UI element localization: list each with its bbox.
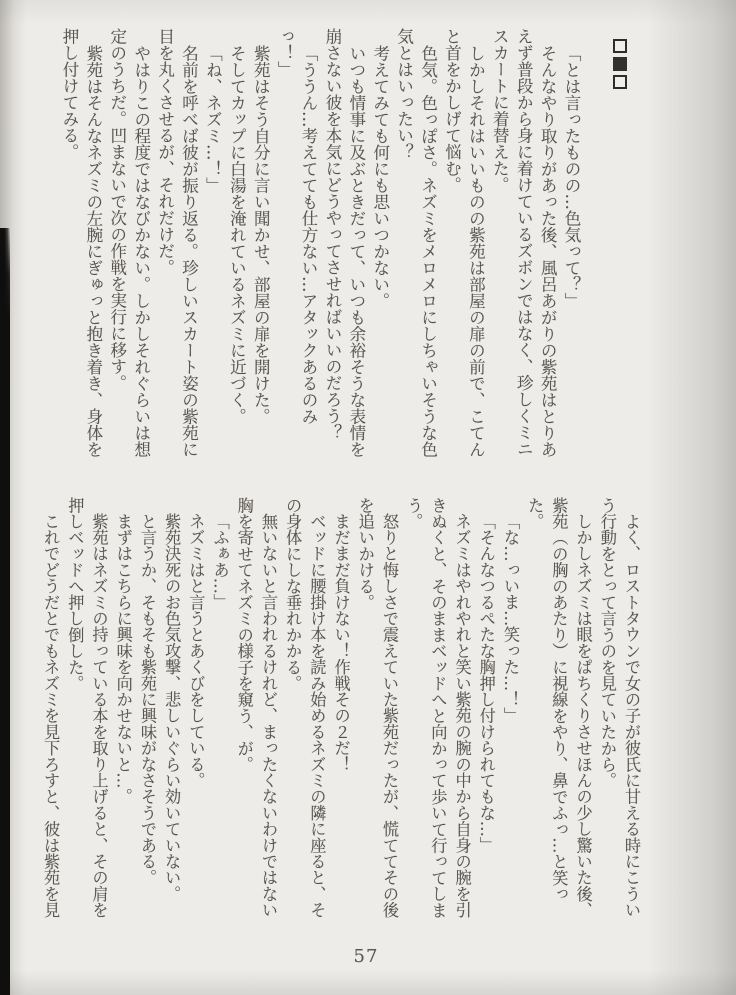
paragraph: やはりこの程度ではなびかない。しかしそれぐらいは想定のうちだ。凹まないで次の作戦を実行に移す。 [107,28,151,457]
section-divider [613,39,627,89]
paragraph: そんなやり取りがあった後、風呂あがりの紫苑はとりあえず普段から身に着けているズボンではなく、珍しくミニスカートに着替えた。 [490,28,558,457]
paragraph: と言うか、そもそも紫苑に興味がなさそうである。 [137,513,157,886]
paragraph: 「とは言ったものの…色気って？」 [562,44,581,309]
paragraph: ネズミはやれやれと笑い紫苑の腕の中から自身の腕を引きぬくと、そのままベッドへと向かって歩いて行ってしまう。 [404,497,472,919]
paragraph: 怒りと悔しさで震えていた紫苑だったが、慌ててその後を追いかける。 [355,497,399,919]
paragraph: しかしネズミは眼をぱちくりさせほんの少し驚いた後、紫苑（の胸のあたり）に視線をやり、鼻でふっ…と笑った。 [525,497,593,919]
paragraph: 色気。色っぽさ。ネズミをメロメロにしちゃいそうな色気とはいったい？ [394,28,438,457]
paragraph: ネズミはと言うとあくびをしている。 [186,513,206,789]
paragraph: 名前を呼べば彼が振り返る。珍しいスカート姿の紫苑に目を丸くさせるが、それだけだ。 [155,28,199,457]
upper-text-block [27,28,583,458]
open-square-icon [613,75,627,89]
paragraph: まずはこちらに興味を向かせないと…。 [113,513,133,805]
paragraph: まだまだ負けない！作戦その２だ！ [331,513,351,773]
page-number: 57 [353,946,379,967]
paragraph: 紫苑決死のお色気攻撃、悲しいぐらい効いていない。 [162,513,182,902]
paragraph: これでどうだとでもネズミを見下ろすと、彼は紫苑を見 [41,513,61,919]
paragraph: しかしそれはいいものの紫苑は部屋の扉の前で、こてんと首をかしげて悩む。 [442,28,486,457]
paragraph: 「ううん…考えてても仕方ない…アタックあるのみっ！」 [275,28,319,424]
paragraph: 考えてみても何にも思いつかない。 [370,44,390,309]
lower-text-block [43,497,643,919]
paragraph: 紫苑はネズミの持っている本を取り上げると、その肩を押しベッドへ押し倒した。 [65,497,109,919]
paragraph: 「な…っいま…笑った…！」 [500,513,520,724]
paragraph: ベッドに腰掛け本を読み始めるネズミの隣に座ると、その身体にしな垂れかかる。 [283,497,327,919]
filled-square-icon [613,57,627,71]
paragraph: 紫苑はそんなネズミの左腕にぎゅっと抱き着き、身体を押し付けてみる。 [59,28,103,457]
paragraph: 「そんなつるぺたな胸押し付けられてもな…」 [476,513,496,854]
paragraph: 「ふぁあ…」 [210,513,230,611]
paragraph: そしてカップに白湯を淹れているネズミに近づく。 [227,44,247,424]
paragraph: 無いないと言われるけれど、まったくないわけではない胸を寄せてネズミの様子を窺う、が。 [234,497,278,919]
paragraph: よく、ロストタウンで女の子が彼氏に甘える時にこういう行動をとって言うのを見ていたから。 [597,497,641,919]
open-square-icon [613,39,627,53]
paragraph: 「ね、ネズミ…！」 [203,44,223,193]
paragraph: いつも情事に及ぶときだって、いつも余裕そうな表情を崩さない彼を本気にどうやってさせればいいのだろう？ [322,28,366,457]
paragraph: 紫苑はそう自分に言い聞かせ、部屋の扉を開けた。 [251,44,271,424]
scan-gutter-shadow [0,228,10,995]
